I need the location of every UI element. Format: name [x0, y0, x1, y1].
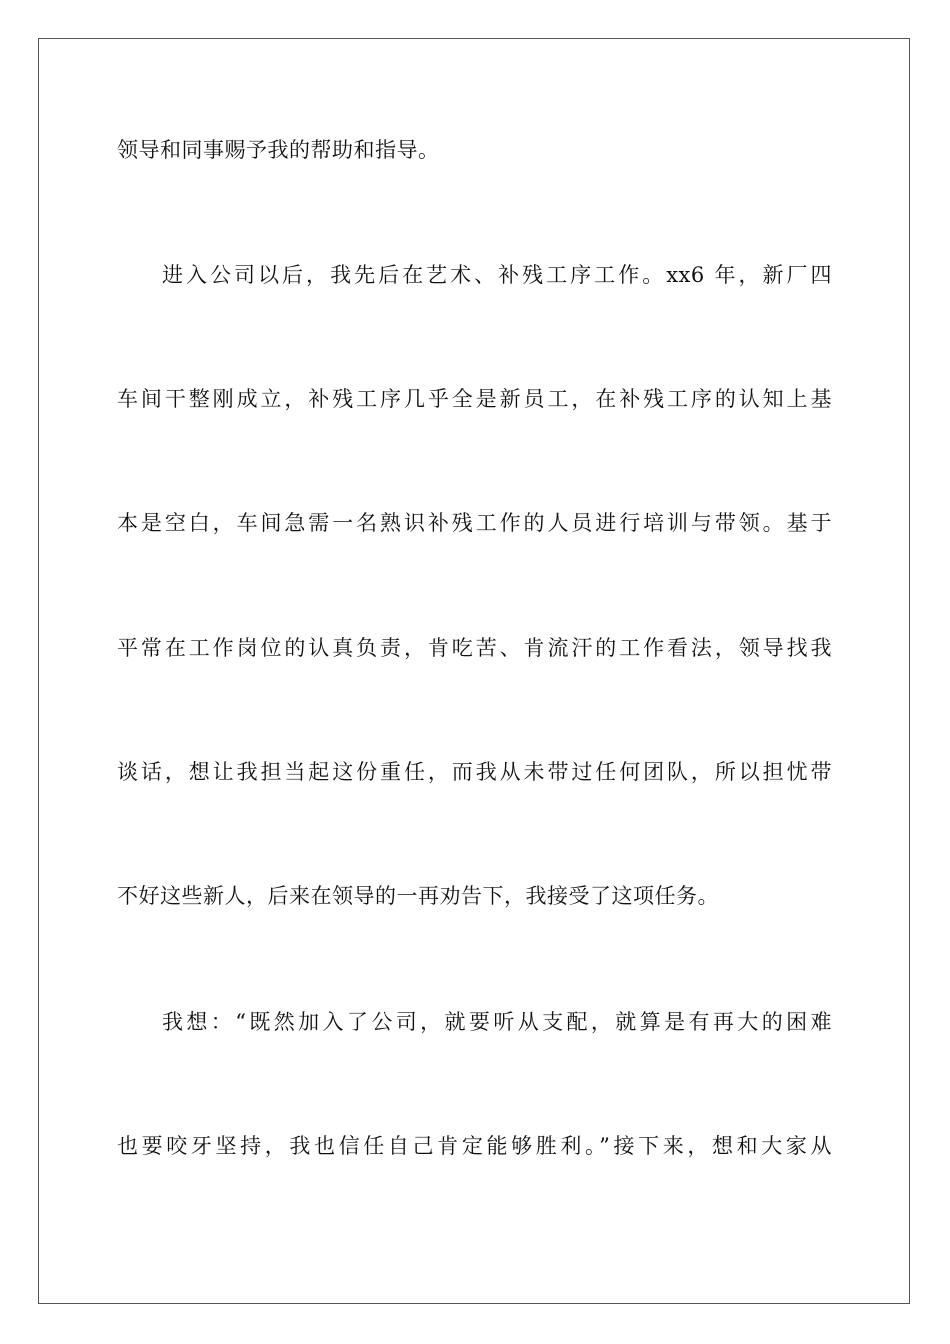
text-line-3: 车间干整刚成立，补残工序几乎全是新员工，在补残工序的认知上基 — [117, 387, 832, 411]
page-border — [38, 38, 910, 1304]
text-line-6: 谈话，想让我担当起这份重任，而我从未带过任何团队，所以担忧带 — [117, 760, 832, 784]
text-line-2: 进入公司以后，我先后在艺术、补残工序工作。xx6 年，新厂四 — [162, 263, 832, 287]
text-line-7: 不好这些新人，后来在领导的一再劝告下，我接受了这项任务。 — [117, 884, 719, 908]
text-line-1: 领导和同事赐予我的帮助和指导。 — [117, 138, 440, 162]
text-line-5: 平常在工作岗位的认真负责，肯吃苦、肯流汗的工作看法，领导找我 — [117, 636, 832, 660]
text-line-9: 也要咬牙坚持，我也信任自己肯定能够胜利。”接下来，想和大家从 — [117, 1134, 832, 1158]
text-line-4: 本是空白，车间急需一名熟识补残工作的人员进行培训与带领。基于 — [117, 511, 832, 535]
text-line-8: 我想：“既然加入了公司，就要听从支配，就算是有再大的困难 — [162, 1010, 832, 1034]
